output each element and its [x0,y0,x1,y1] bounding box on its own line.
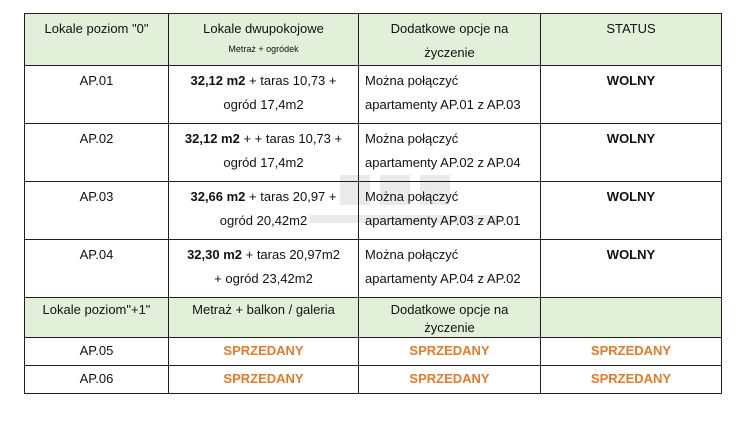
apartment-area [169,182,359,240]
area-main: 32,30 m2 [187,247,242,262]
area-main: 32,12 m2 [184,131,240,146]
apartment-id: AP.06 [25,366,169,394]
header-options-line2: życzenie [424,320,475,335]
area-extra: + + taras 10,73 + [239,131,343,146]
header-row-level1 [25,298,722,338]
table-row [25,366,722,394]
status-badge: WOLNY [541,240,722,298]
option-line2: apartamenty AP.03 z AP.01 [365,213,521,228]
apartment-id: AP.04 [25,240,169,298]
area-extra: + taras 20,97 + [245,189,337,204]
apartment-area-sold: SPRZEDANY [169,338,359,366]
apartment-options [359,66,541,124]
area-extra: + taras 10,73 + [245,73,337,88]
apartment-options-sold: SPRZEDANY [359,366,541,394]
apartment-options [359,182,541,240]
status-badge: SPRZEDANY [541,338,722,366]
status-badge: SPRZEDANY [541,366,722,394]
header-status: STATUS [541,14,722,66]
option-line1: Można połączyć [365,131,459,146]
apartment-id: AP.02 [25,124,169,182]
header-level0: Lokale poziom "0" [25,14,169,66]
status-badge: WOLNY [541,66,722,124]
apartment-area [169,240,359,298]
area-extra: + taras 20,97m2 [242,247,340,262]
header-status-level1 [541,298,722,338]
apartment-options-sold: SPRZEDANY [359,338,541,366]
apartment-area-sold: SPRZEDANY [169,366,359,394]
table-row [25,240,722,298]
area-main: 32,12 m2 [190,73,246,88]
option-line2: apartamenty AP.01 z AP.03 [365,97,521,112]
area-garden: + ogród 23,42m2 [214,271,313,286]
apartment-options [359,240,541,298]
header-two-room [169,14,359,66]
apartments-table [24,13,722,394]
option-line2: apartamenty AP.02 z AP.04 [365,155,521,170]
area-garden: ogród 20,42m2 [219,213,308,228]
apartment-id: AP.01 [25,66,169,124]
status-badge: WOLNY [541,182,722,240]
apartment-id: AP.03 [25,182,169,240]
header-options-line1: Dodatkowe opcje na [390,302,509,317]
status-badge: WOLNY [541,124,722,182]
header-row-level0 [25,14,722,66]
header-options-line1: Dodatkowe opcje na [390,21,509,36]
area-garden: ogród 17,4m2 [223,155,304,170]
table-row [25,124,722,182]
apartment-options [359,124,541,182]
option-line1: Można połączyć [365,189,459,204]
apartment-area [169,124,359,182]
area-garden: ogród 17,4m2 [223,97,304,112]
header-options [359,14,541,66]
option-line2: apartamenty AP.04 z AP.02 [365,271,521,286]
apartment-id: AP.05 [25,338,169,366]
header-options-level1 [359,298,541,338]
area-main: 32,66 m2 [190,189,246,204]
table-row [25,182,722,240]
header-level1: Lokale poziom"+1" [25,298,169,338]
option-line1: Można połączyć [365,73,459,88]
table-row [25,338,722,366]
apartment-area [169,66,359,124]
header-options-line2: życzenie [424,45,475,60]
header-area-garden: Metraż + ogródek [228,44,299,54]
table-row [25,66,722,124]
header-two-room-title: Lokale dwupokojowe [203,21,324,36]
option-line1: Można połączyć [365,247,459,262]
header-area-balcony: Metraż + balkon / galeria [169,298,359,338]
